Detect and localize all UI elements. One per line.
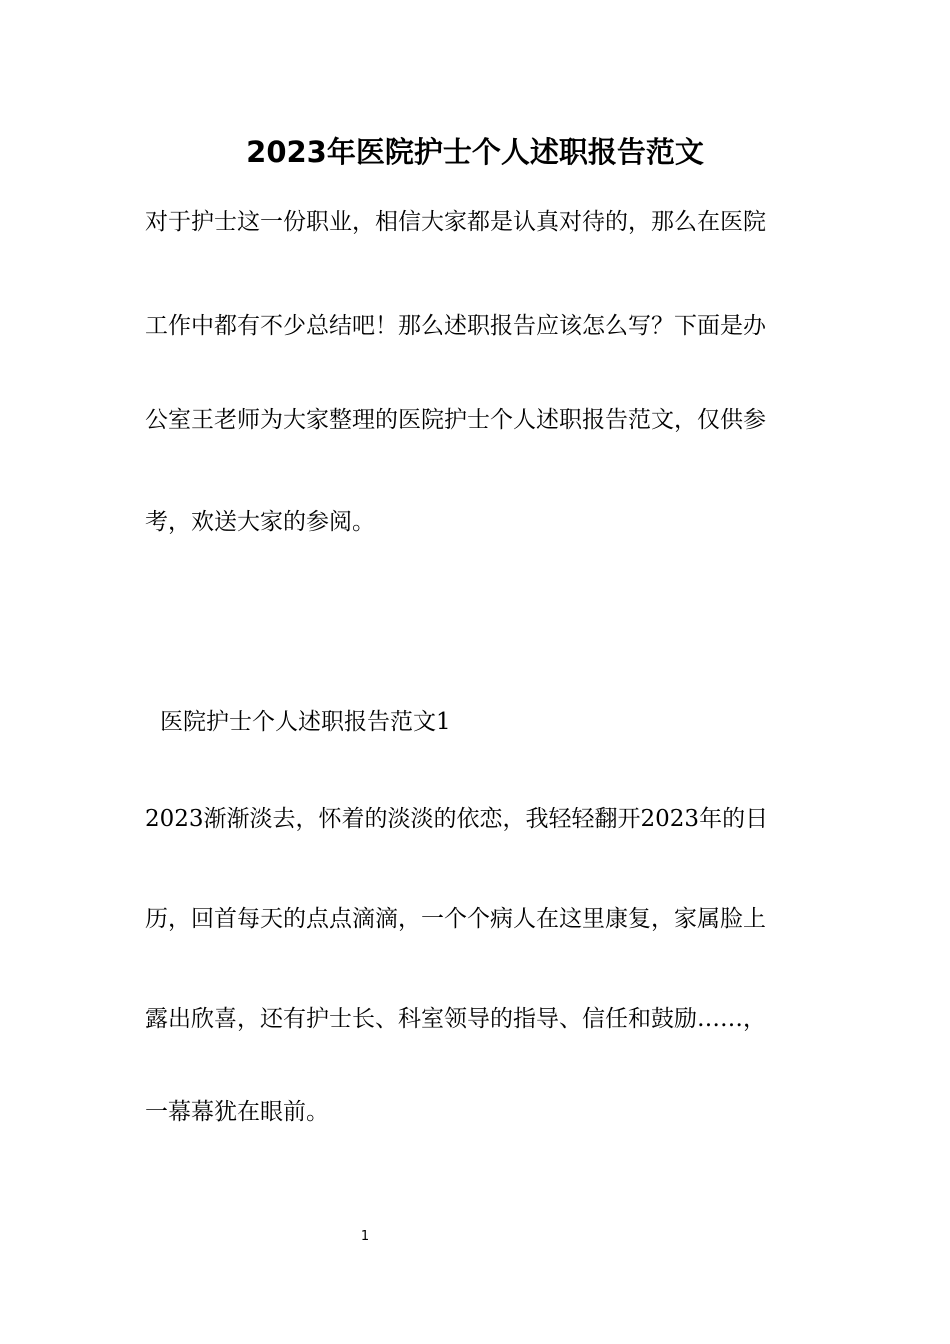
- intro-line: 对于护士这一份职业，相信大家都是认真对待的，那么在医院: [145, 209, 766, 235]
- body-line: 一幕幕犹在眼前。: [145, 1099, 329, 1125]
- intro-line: 考，欢送大家的参阅。: [145, 509, 375, 535]
- intro-line: 公室王老师为大家整理的医院护士个人述职报告范文，仅供参: [145, 407, 766, 433]
- page-number: 1: [360, 1229, 370, 1244]
- body-line: 历，回首每天的点点滴滴，一个个病人在这里康复，家属脸上: [145, 906, 766, 932]
- section-heading: 医院护士个人述职报告范文1: [160, 709, 451, 735]
- body-line: 露出欣喜，还有护士长、科室领导的指导、信任和鼓励……，: [145, 1006, 766, 1032]
- intro-paragraph: [145, 205, 815, 545]
- document-title: 2023年医院护士个人述职报告范文: [246, 135, 704, 169]
- intro-line: 工作中都有不少总结吧！那么述职报告应该怎么写？下面是办: [145, 313, 766, 339]
- body-line: 2023渐渐淡去，怀着的淡淡的依恋，我轻轻翻开2023年的日: [145, 806, 769, 832]
- body-paragraph: [145, 802, 815, 1132]
